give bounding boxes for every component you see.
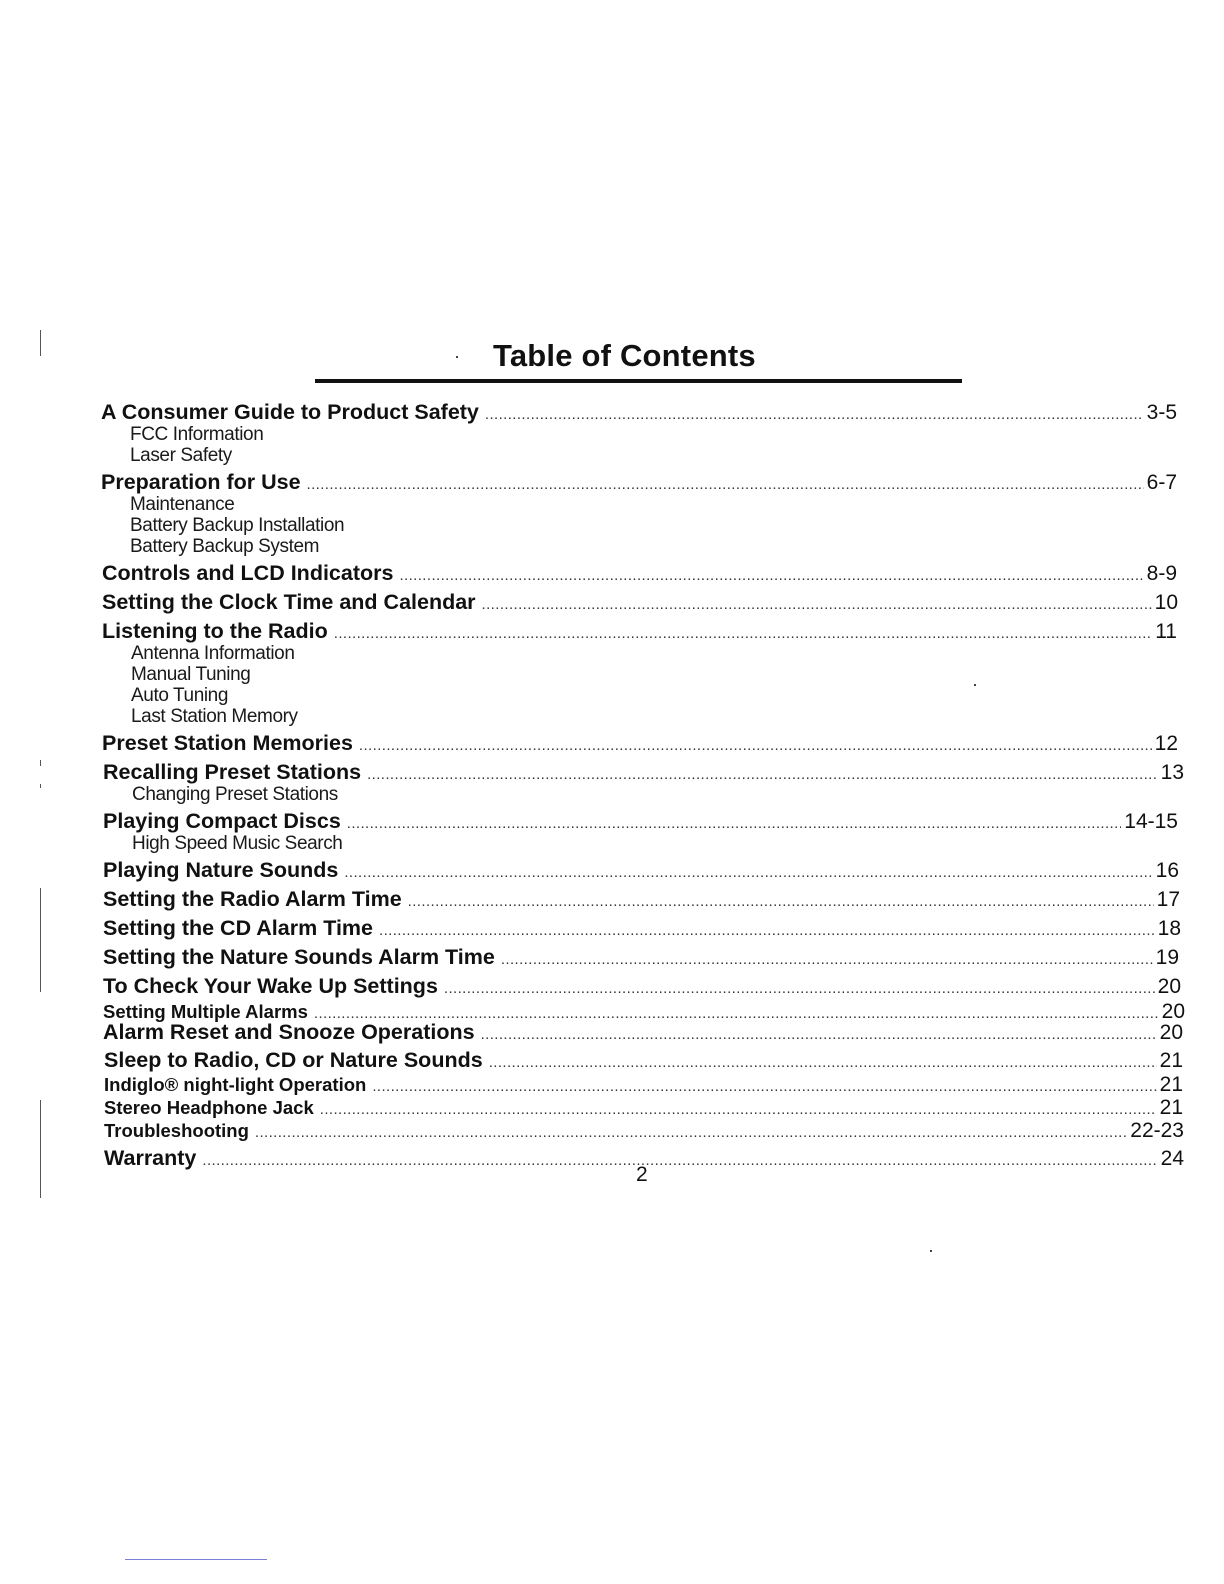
toc-entry-page: 6-7 [1146,471,1177,494]
toc-entry-label: Stereo Headphone Jack [104,1097,314,1118]
toc-entry [103,1020,1183,1046]
toc-entry [103,974,1181,1000]
toc-entry [102,561,1177,587]
title-underline [315,379,962,383]
toc-subentry: Antenna Information [131,643,295,664]
toc-subentry: Changing Preset Stations [132,784,338,805]
dot-leader [307,476,1144,493]
toc-entry-page: 21 [1159,1049,1183,1072]
dot-leader [202,1152,1157,1169]
dot-leader [372,1078,1156,1095]
toc-subentry: Battery Backup System [130,536,320,557]
dot-leader [489,1054,1157,1071]
dot-leader [359,737,1152,754]
toc-entry [104,1096,1183,1118]
toc-entry-label: Controls and LCD Indicators [102,561,394,585]
toc-subentry: Maintenance [130,494,235,515]
dot-leader [408,893,1154,910]
footer-rule [125,1559,267,1560]
toc-entry-label: Recalling Preset Stations [103,760,362,784]
toc-entry-label: Preparation for Use [101,470,301,494]
toc-subentry: Auto Tuning [131,685,229,706]
margin-mark [40,888,41,992]
toc-entry [103,887,1180,913]
toc-entry [104,1119,1184,1141]
toc-entry-page: 3-5 [1146,401,1177,424]
toc-entry-page: 18 [1157,917,1181,940]
toc-subentry: Manual Tuning [131,664,251,685]
toc-subentry: Laser Safety [130,445,232,466]
margin-mark [40,1100,41,1198]
toc-entry-label: Setting the Radio Alarm Time [103,887,402,911]
toc-entry-label: Playing Compact Discs [103,809,341,833]
toc-entry-label: Warranty [104,1146,197,1170]
toc-entry-label: Listening to the Radio [102,619,328,643]
dot-leader [379,922,1155,939]
toc-entry [104,1048,1183,1074]
toc-entry-label: Preset Station Memories [102,731,353,755]
toc-entry-label: Sleep to Radio, CD or Nature Sounds [104,1048,483,1072]
dot-leader [444,980,1155,997]
toc-entry-page: 24 [1160,1147,1184,1170]
toc-entry-page: 17 [1156,888,1180,911]
toc-entry-label: Indiglo® night-light Operation [104,1074,367,1095]
toc-entry-page: 8-9 [1146,562,1177,585]
toc-entry-page: 13 [1160,761,1184,784]
dust-speck [930,1250,932,1252]
toc-entry-page: 21 [1159,1073,1183,1096]
dust-speck [456,356,458,358]
dot-leader [482,596,1152,613]
toc-entry [102,731,1178,757]
dot-leader [344,864,1152,881]
toc-entry-label: Troubleshooting [104,1120,249,1141]
toc-entry [103,809,1178,835]
dot-leader [501,951,1153,968]
margin-mark [40,784,41,788]
toc-subentry: Last Station Memory [131,706,298,727]
toc-entry [104,1073,1183,1095]
dot-leader [481,1026,1157,1043]
toc-entry-label: To Check Your Wake Up Settings [103,974,438,998]
toc-entry [103,1000,1185,1022]
toc-subentry: FCC Information [130,424,264,445]
toc-entry-label: Alarm Reset and Snooze Operations [103,1020,475,1044]
toc-entry-label: Setting the Clock Time and Calendar [102,590,476,614]
toc-entry-page: 14-15 [1124,810,1178,833]
toc-entry [102,590,1178,616]
page-title: Table of Contents [493,338,756,373]
margin-mark [40,330,41,356]
toc-entry [101,470,1177,496]
toc-entry-page: 12 [1154,732,1178,755]
margin-mark [40,760,41,766]
toc-entry [103,945,1179,971]
toc-entry-page: 19 [1155,946,1179,969]
dust-speck [974,684,976,686]
toc-entry [103,916,1181,942]
toc-entry-label: A Consumer Guide to Product Safety [101,400,479,424]
toc-entry [103,760,1184,786]
toc-entry-page: 11 [1155,620,1177,643]
toc-entry-page: 22-23 [1130,1119,1184,1142]
toc-entry-page: 20 [1161,1000,1185,1023]
toc-entry-label: Setting the CD Alarm Time [103,916,373,940]
dot-leader [399,567,1143,584]
toc-subentry: High Speed Music Search [132,833,343,854]
dot-leader [367,766,1158,783]
toc-entry-page: 21 [1159,1096,1183,1119]
toc-entry-page: 20 [1159,1021,1183,1044]
toc-entry [101,400,1177,426]
toc-entry-label: Setting Multiple Alarms [103,1001,308,1022]
toc-entry-page: 16 [1155,859,1179,882]
dot-leader [255,1124,1127,1141]
toc-entry-label: Playing Nature Sounds [103,858,339,882]
toc-entry-page: 20 [1157,975,1181,998]
dot-leader [485,406,1144,423]
toc-entry-label: Setting the Nature Sounds Alarm Time [103,945,495,969]
toc-entry-page: 10 [1154,591,1178,614]
toc-subentry: Battery Backup Installation [130,515,345,536]
dot-leader [320,1101,1157,1118]
toc-entry [102,619,1177,645]
page-number: 2 [636,1163,648,1186]
dot-leader [334,625,1152,642]
dot-leader [347,815,1122,832]
toc-entry [103,858,1179,884]
